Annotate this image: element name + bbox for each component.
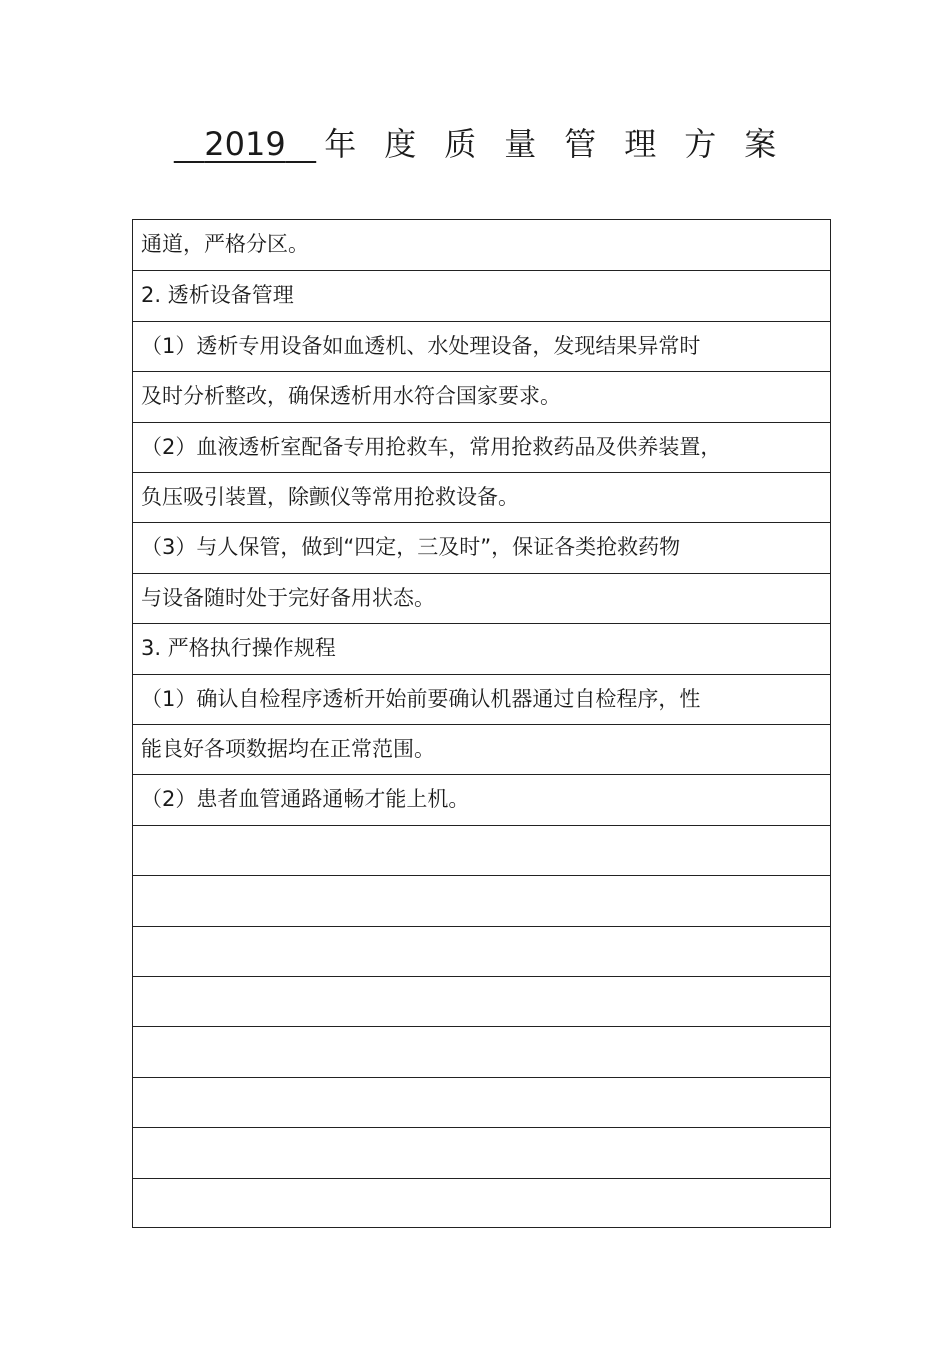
table-row — [133, 1127, 830, 1177]
table-row: 与设备随时处于完好备用状态。 — [133, 573, 830, 623]
table-row: 通道，严格分区。 — [141, 232, 309, 256]
title-year-underline — [174, 118, 316, 170]
table-row — [133, 926, 830, 976]
table-row: 能良好各项数据均在正常范围。 — [133, 724, 830, 774]
table-row — [133, 1026, 830, 1076]
table-row: （2）血液透析室配备专用抢救车，常用抢救药品及供养装置， — [133, 422, 830, 472]
content-table — [132, 219, 831, 1228]
table-row: 2. 透析设备管理 — [133, 270, 830, 320]
table-row — [133, 875, 830, 925]
table-row — [133, 1077, 830, 1127]
table-row — [133, 1178, 830, 1228]
title-year: 2019 — [204, 125, 286, 163]
table-row — [133, 825, 830, 875]
table-row — [133, 976, 830, 1026]
page-title — [0, 118, 950, 170]
table-row: （2）患者血管通路通畅才能上机。 — [133, 774, 830, 824]
table-row: 及时分析整改，确保透析用水符合国家要求。 — [133, 371, 830, 421]
table-row: （3）与人保管，做到“四定，三及时”，保证各类抢救药物 — [133, 522, 830, 572]
table-row: 负压吸引装置，除颤仪等常用抢救设备。 — [133, 472, 830, 522]
table-row: （1）透析专用设备如血透机、水处理设备，发现结果异常时 — [133, 321, 830, 371]
table-row: 3. 严格执行操作规程 — [133, 623, 830, 673]
title-text: 年度质量管理方案 — [324, 125, 805, 163]
table-row: （1）确认自检程序透析开始前要确认机器通过自检程序，性 — [133, 674, 830, 724]
